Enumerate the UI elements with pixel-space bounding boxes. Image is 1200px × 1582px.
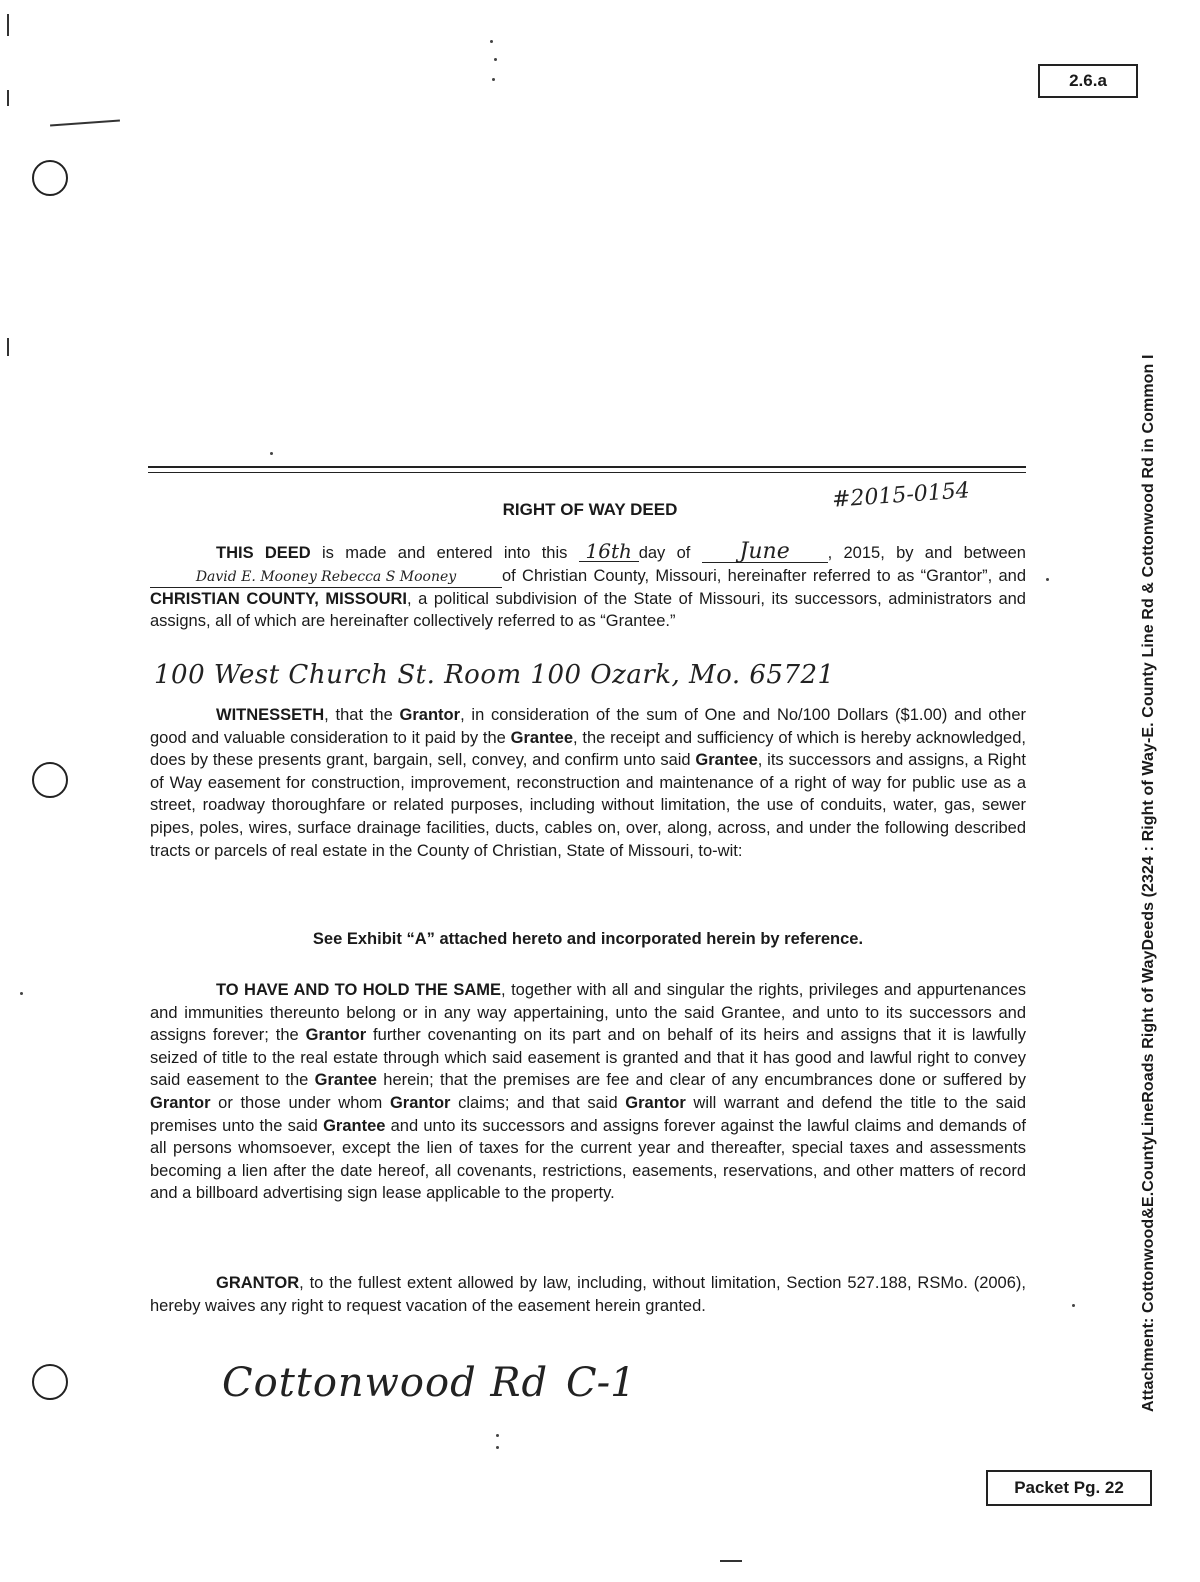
handwritten-day: 16th <box>579 541 639 562</box>
punch-hole <box>32 160 68 196</box>
scan-speck <box>490 40 493 43</box>
exhibit-reference: See Exhibit “A” attached hereto and incorporated herein by reference. <box>312 930 864 948</box>
margin-mark <box>7 14 9 36</box>
scan-speck <box>20 992 23 995</box>
attachment-side-label: Attachment: Cottonwood&E.CountyLineRoads Right of WayDeeds (2324 : Right of Way-E. County Line Rd & Cottonwood Rd in Common I <box>1140 354 1157 1412</box>
punch-hole <box>32 1364 68 1400</box>
handwritten-address: 100 West Church St. Room 100 Ozark, Mo. 65721 <box>154 660 835 690</box>
document-title: RIGHT OF WAY DEED <box>502 500 678 519</box>
scan-speck <box>496 1446 499 1449</box>
margin-mark <box>50 120 120 127</box>
margin-mark <box>7 90 9 106</box>
scan-speck <box>270 452 273 455</box>
handwritten-month: June <box>702 542 828 563</box>
scan-speck <box>496 1434 499 1437</box>
scan-speck <box>1046 578 1049 581</box>
habendum-paragraph: TO HAVE AND TO HOLD THE SAME, together with all and singular the rights, privileges and appurtenances and immunities thereunto belong or in any way appertaining, unto the said Grantee, and unto to its successors and assigns forever; the Grantor further covenanting on its part and on behalf of its heirs and assigns that it is lawfully seized of title to the real estate through which said easement is granted and that it has good and lawful right to convey said easement to the Grantee herein; that the premises are fee and clear of any encumbrances done or suffered by Grantor or those under whom Grantor claims; and that said Grantor will warrant and defend the title to the said premises unto the said Grantee and unto its successors and assigns forever against the lawful claims and demands of all persons whomsoever, except the lien of taxes for the current year and thereafter, special taxes and assessments becoming a lien after the date hereof, all covenants, restrictions, easements, reservations, and other matters of record and a billboard advertising sign lease applicable to the property. <box>150 981 1027 1203</box>
punch-hole <box>32 762 68 798</box>
scan-speck <box>494 58 497 61</box>
scan-speck <box>1072 1304 1075 1307</box>
intro-lead: THIS DEED <box>216 544 311 562</box>
attachment-ref-box: 2.6.a <box>1038 64 1138 98</box>
handwritten-road-code: C-1 <box>566 1360 636 1406</box>
top-rule <box>148 466 1026 468</box>
bottom-edge-mark <box>720 1560 742 1562</box>
waiver-paragraph: GRANTOR, to the fullest extent allowed by law, including, without limitation, Section 527.188, RSMo. (2006), hereby waives any right to request vacation of the easement herein granted. <box>150 1274 1026 1315</box>
scan-speck <box>492 78 495 81</box>
handwritten-document-number: #2015-0154 <box>831 478 971 513</box>
intro-paragraph: THIS DEED is made and entered into this 16th day of June , 2015, by and betweenDavid E. Mooney Rebecca S Mooney of Christian County, Missouri, hereinafter referred to as “Grantor”, and CHRISTIAN COUNTY, MISSOURI, a political subdivision of the State of Missouri, its successors, administrators and assigns, all of which are hereinafter collectively referred to as “Grantee.” <box>150 539 1026 631</box>
margin-mark <box>7 338 9 356</box>
top-rule <box>148 472 1026 473</box>
grantee-name: CHRISTIAN COUNTY, MISSOURI <box>150 589 407 608</box>
packet-page-box: Packet Pg. 22 <box>986 1470 1152 1506</box>
handwritten-grantor-names: David E. Mooney Rebecca S Mooney <box>150 567 502 588</box>
handwritten-road-name: Cottonwood Rd <box>222 1360 549 1406</box>
witnesseth-paragraph: WITNESSETH, that the Grantor, in consideration of the sum of One and No/100 Dollars ($1.00) and other good and valuable consideration to it paid by the Grantee, the receipt and sufficiency of which is hereby acknowledged, does by these presents grant, bargain, sell, convey, and confirm unto said Grantee, its successors and assigns, a Right of Way easement for construction, improvement, reconstruction and maintenance of a right of way for public use as a street, roadway thoroughfare or related purposes, including without limitation, the use of conduits, water, gas, sewer pipes, poles, wires, surface drainage facilities, ducts, cables on, over, along, across, and under the following described tracts or parcels of real estate in the County of Christian, State of Missouri, to-wit: <box>150 706 1027 860</box>
